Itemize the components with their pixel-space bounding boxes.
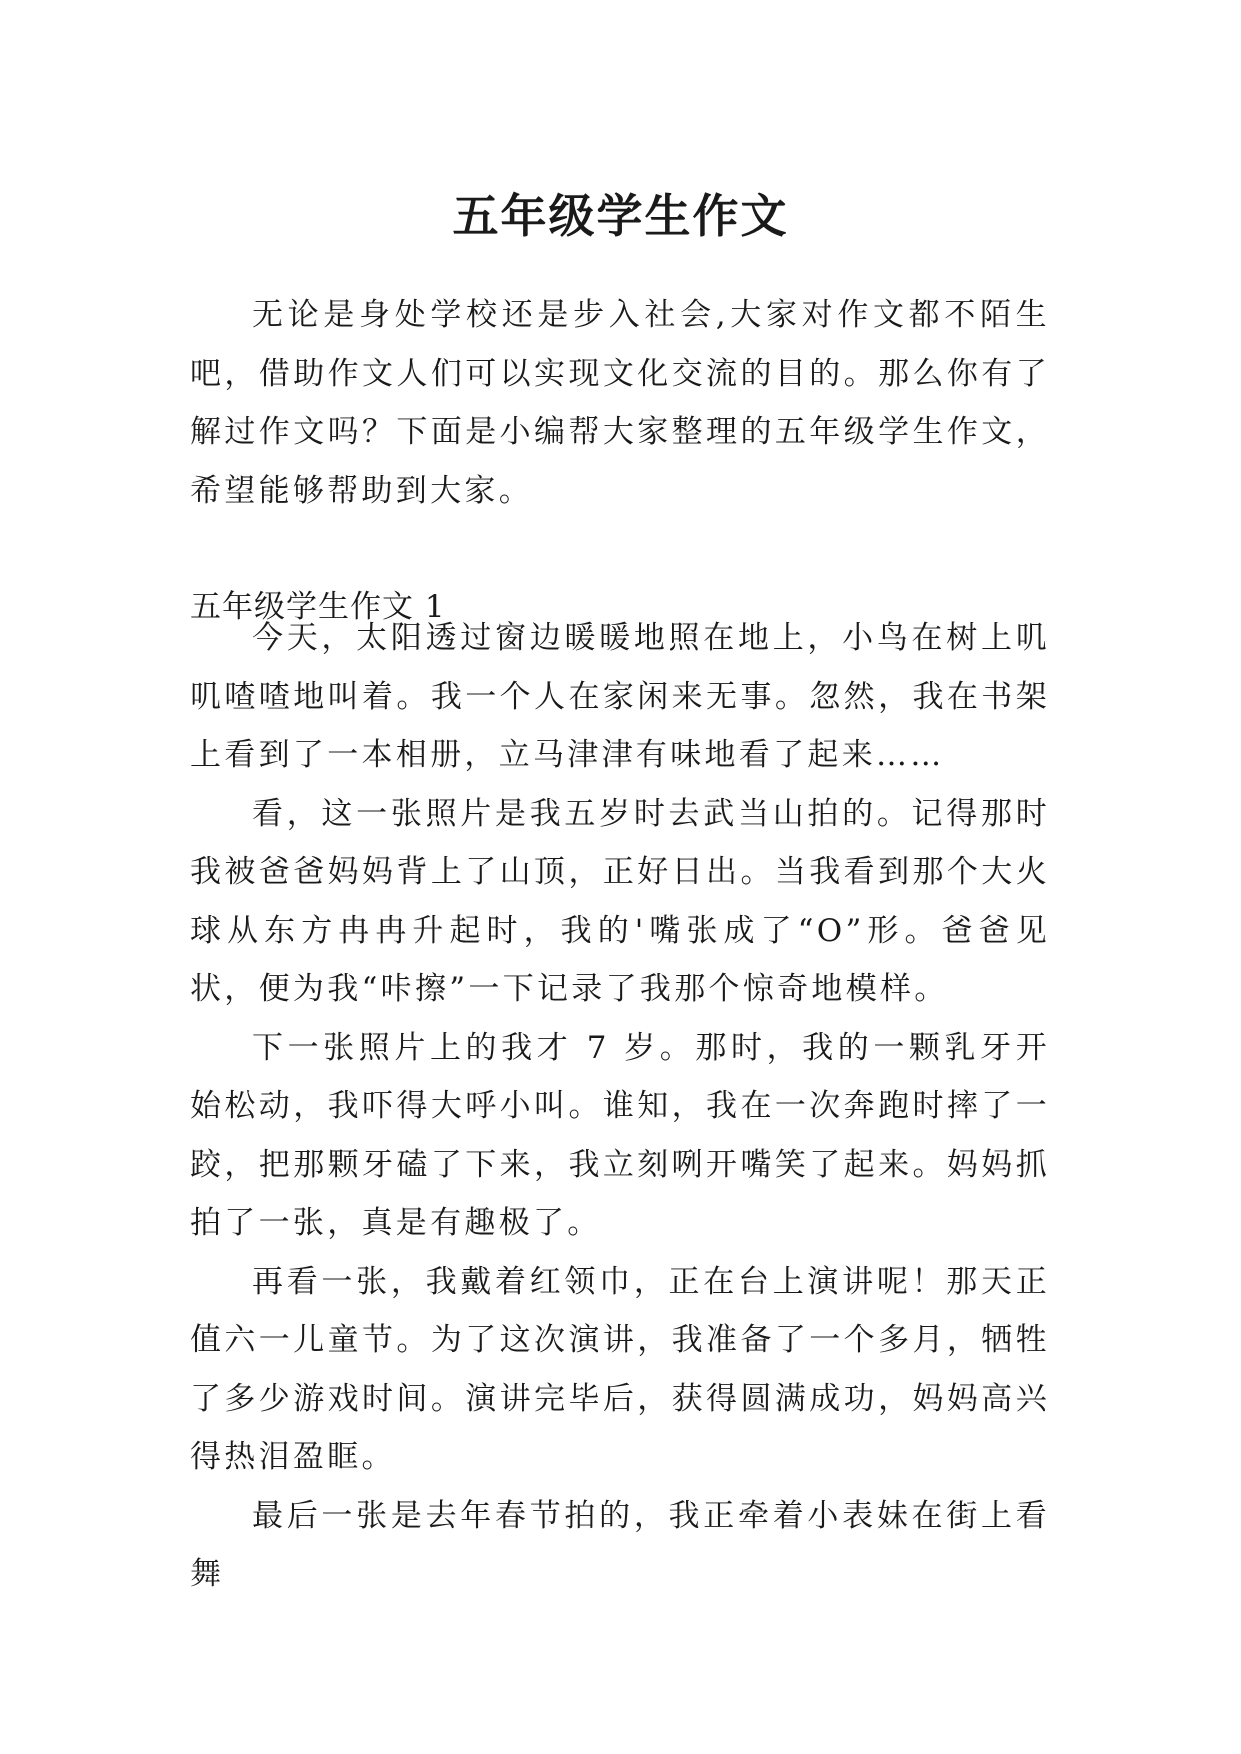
document-title: 五年级学生作文 xyxy=(452,188,789,243)
essay-paragraph: 看，这一张照片是我五岁时去武当山拍的。记得那时我被爸爸妈妈背上了山顶，正好日出。当我看到那个大火球从东方冉冉升起时，我的'嘴张成了“O”形。爸爸见状，便为我“咔擦”一下记录了我那个惊奇地模样。 xyxy=(190,795,1050,1007)
intro-block xyxy=(190,286,1050,520)
essay-body xyxy=(190,609,1050,1604)
essay-paragraph: 最后一张是去年春节拍的，我正牵着小表妹在街上看舞 xyxy=(190,1497,1050,1592)
essay-paragraph: 今天，太阳透过窗边暖暖地照在地上，小鸟在树上叽叽喳喳地叫着。我一个人在家闲来无事。忽然，我在书架上看到了一本相册，立马津津有味地看了起来…… xyxy=(190,620,1050,773)
section-heading: 五年级学生作文 1 xyxy=(190,589,446,625)
essay-paragraph: 下一张照片上的我才 7 岁。那时，我的一颗乳牙开始松动，我吓得大呼小叫。谁知，我在一次奔跑时摔了一跤，把那颗牙磕了下来，我立刻咧开嘴笑了起来。妈妈抓拍了一张，真是有趣极了。 xyxy=(190,1029,1050,1241)
essay-paragraph: 再看一张，我戴着红领巾，正在台上演讲呢！那天正值六一儿童节。为了这次演讲，我准备了一个多月，牺牲了多少游戏时间。演讲完毕后，获得圆满成功，妈妈高兴得热泪盈眶。 xyxy=(190,1263,1050,1475)
intro-paragraph: 无论是身处学校还是步入社会,大家对作文都不陌生吧，借助作文人们可以实现文化交流的目的。那么你有了解过作文吗？下面是小编帮大家整理的五年级学生作文，希望能够帮助到大家。 xyxy=(190,297,1050,509)
